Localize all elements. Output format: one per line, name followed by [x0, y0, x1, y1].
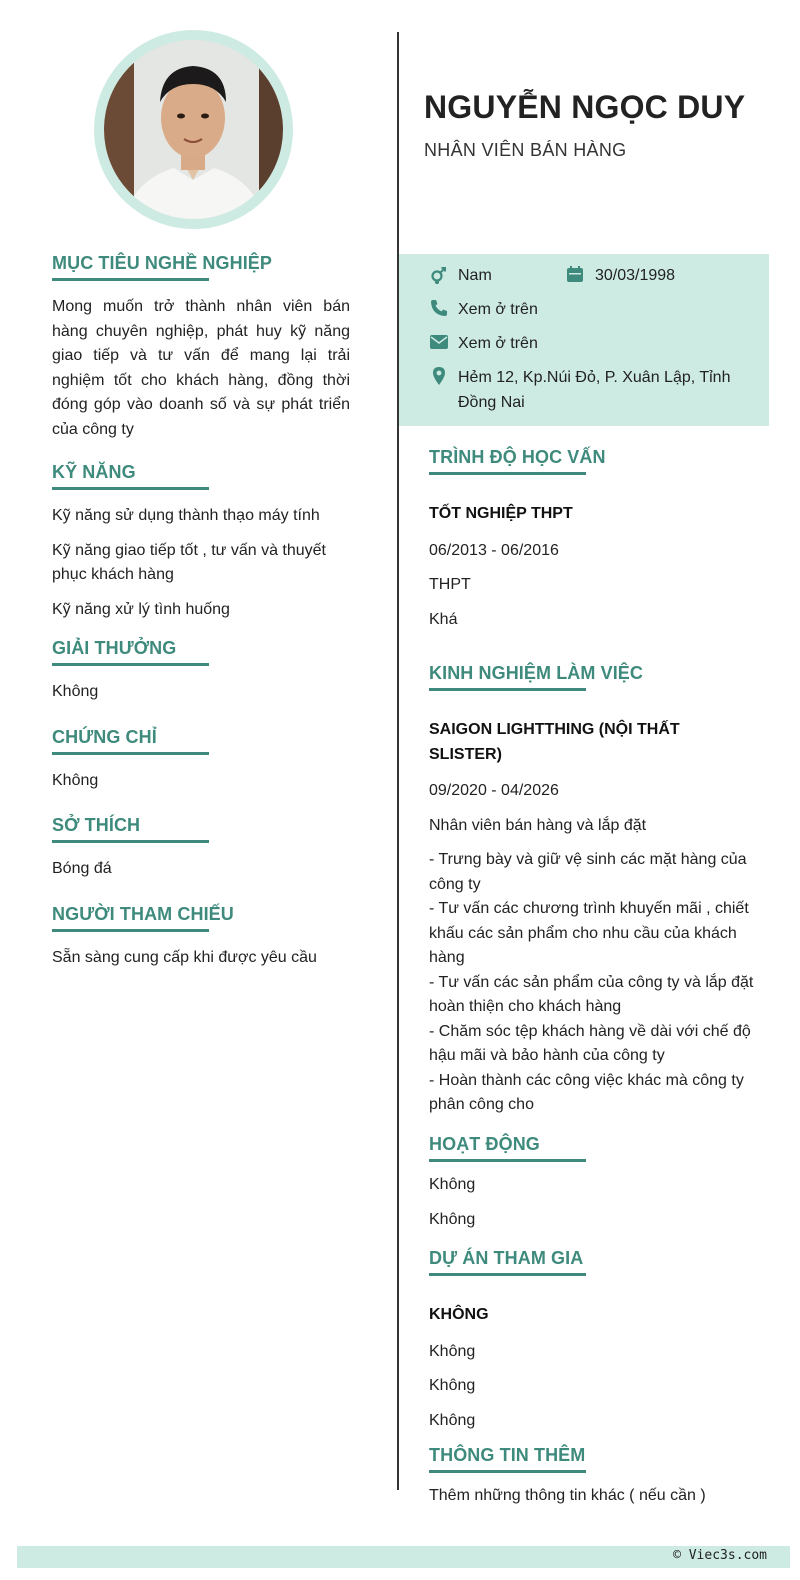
experience-company: SAIGON LIGHTTHING (NỘI THẤT SLISTER): [429, 721, 680, 763]
references-section: [52, 904, 350, 971]
activities-title: HOẠT ĐỘNG: [429, 1134, 540, 1154]
project-item: Không: [429, 1342, 476, 1360]
duty-item: - Tư vấn các chương trình khuyến mãi , chiết khấu các sản phẩm cho nhu cầu của khách hàng: [429, 900, 749, 966]
experience-duties: [429, 848, 754, 1118]
additional-title: THÔNG TIN THÊM: [429, 1445, 586, 1465]
location-icon: [429, 366, 449, 386]
skill-item: Kỹ năng giao tiếp tốt , tư vấn và thuyết phục khách hàng: [52, 541, 326, 583]
candidate-name: NGUYỄN NGỌC DUY: [424, 89, 746, 125]
duty-item: - Hoàn thành các công việc khác mà công ty phân công cho: [429, 1071, 744, 1113]
objective-text: Mong muốn trở thành nhân viên bán hàng chuyên nghiệp, phát huy kỹ năng giao tiếp và tư vấn để mang lại trải nghiệm tốt cho khách hàng, đồng thời đóng góp vào doanh số và sự phát triển của công ty: [52, 298, 350, 438]
education-title: TRÌNH ĐỘ HỌC VẤN: [429, 447, 606, 467]
candidate-position: NHÂN VIÊN BÁN HÀNG: [424, 140, 627, 160]
project-item: Không: [429, 1377, 476, 1394]
references-title: NGƯỜI THAM CHIẾU: [52, 903, 234, 924]
birthday-text: 30/03/1998: [595, 267, 676, 284]
left-column: [52, 253, 350, 970]
hobbies-section: [52, 815, 350, 882]
section-underline: [429, 1159, 586, 1162]
objective-title: MỤC TIÊU NGHỀ NGHIỆP: [52, 253, 273, 273]
skills-title: KỸ NĂNG: [52, 462, 136, 482]
gender-icon: [429, 265, 449, 285]
section-underline: [429, 1470, 586, 1473]
skill-item: Kỹ năng xử lý tình huống: [52, 600, 230, 618]
duty-item: - Chăm sóc tệp khách hàng về dài với chế độ hậu mãi và bảo hành của công ty: [429, 1022, 751, 1064]
education-major: THPT: [429, 576, 471, 593]
activity-item: Không: [429, 1210, 476, 1228]
education-section: [429, 447, 754, 632]
column-divider: [397, 32, 399, 1490]
section-underline: [429, 472, 586, 475]
section-underline: [429, 688, 586, 691]
additional-section: [429, 1445, 754, 1509]
awards-title: GIẢI THƯỞNG: [52, 638, 177, 658]
additional-text: Thêm những thông tin khác ( nếu cần ): [429, 1487, 706, 1504]
duty-item: - Trưng bày và giữ vệ sinh các mặt hàng của công ty: [429, 851, 747, 893]
footer-watermark: © Viec3s.com: [673, 1548, 767, 1563]
address-text: Hẻm 12, Kp.Núi Đỏ, P. Xuân Lập, Tỉnh Đồng Nai: [458, 369, 731, 411]
activity-item: Không: [429, 1176, 476, 1193]
section-underline: [52, 840, 209, 843]
experience-role: Nhân viên bán hàng và lắp đặt: [429, 816, 647, 834]
section-underline: [52, 929, 209, 932]
certificates-text: Không: [52, 771, 99, 789]
phone-text: Xem ở trên: [458, 301, 538, 318]
project-name: KHÔNG: [429, 1306, 489, 1323]
projects-title: DỰ ÁN THAM GIA: [429, 1248, 584, 1268]
certificates-title: CHỨNG CHỈ: [52, 726, 157, 747]
education-grade: Khá: [429, 610, 458, 628]
section-underline: [52, 278, 209, 281]
footer-bar: [17, 1546, 790, 1568]
objective-section: [52, 253, 350, 442]
section-underline: [52, 487, 209, 490]
calendar-icon: [565, 264, 585, 284]
section-underline: [52, 663, 209, 666]
experience-section: [429, 663, 754, 1118]
experience-title: KINH NGHIỆM LÀM VIỆC: [429, 663, 644, 683]
phone-icon: [429, 298, 449, 318]
education-school: TỐT NGHIỆP THPT: [429, 505, 573, 522]
education-period: 06/2013 - 06/2016: [429, 541, 559, 559]
section-underline: [429, 1273, 586, 1276]
projects-section: [429, 1248, 754, 1433]
project-item: Không: [429, 1411, 476, 1429]
activities-section: [429, 1134, 754, 1232]
avatar: [104, 40, 283, 219]
hobbies-text: Bóng đá: [52, 860, 112, 877]
section-underline: [52, 752, 209, 755]
experience-period: 09/2020 - 04/2026: [429, 782, 559, 799]
awards-text: Không: [52, 683, 99, 700]
email-text: Xem ở trên: [458, 335, 538, 352]
certificates-section: [52, 727, 350, 794]
hobbies-title: SỞ THÍCH: [52, 815, 141, 835]
awards-section: [52, 638, 350, 705]
email-icon: [429, 332, 449, 352]
duty-item: - Tư vấn các sản phẩm của công ty và lắp đặt hoàn thiện cho khách hàng: [429, 973, 754, 1015]
gender-text: Nam: [458, 267, 492, 284]
skill-item: Kỹ năng sử dụng thành thạo máy tính: [52, 507, 320, 524]
references-text: Sẵn sàng cung cấp khi được yêu cầu: [52, 948, 317, 966]
skills-section: [52, 462, 350, 622]
contact-box: [399, 254, 769, 426]
